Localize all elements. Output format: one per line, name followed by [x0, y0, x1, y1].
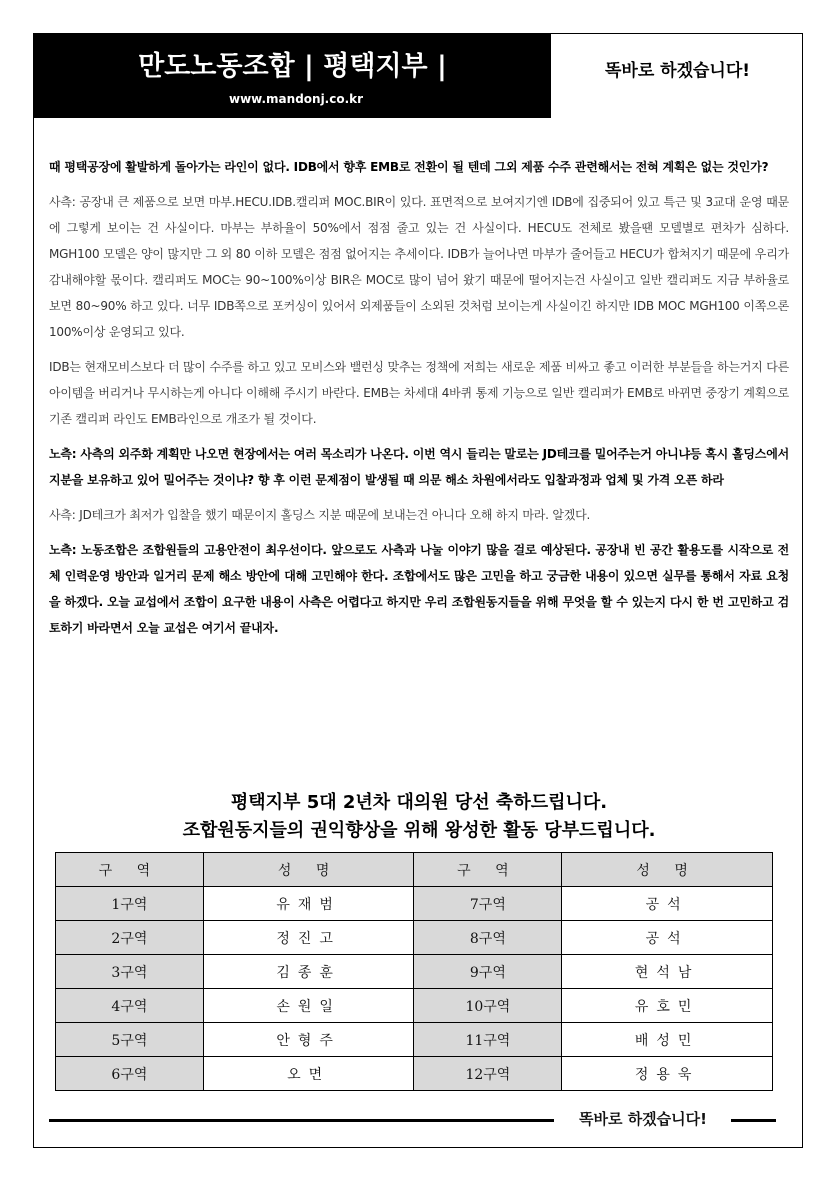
page-frame: [33, 33, 803, 1148]
zone-cell: 3구역: [56, 955, 204, 989]
zone-cell: 9구역: [414, 955, 562, 989]
column-header-name: 성 명: [203, 853, 414, 887]
question-paragraph: 노측: 사측의 외주화 계획만 나오면 현장에서는 여러 목소리가 나온다. 이번 역시 들리는 말로는 JD테크를 밀어주는거 아니냐등 혹시 홀딩스에서 지분을 보유하고 있어 밀어주는 것이냐? 향 후 이런 문제점이 발생될 때 의문 해소 차원에서라도 입찰과정과 업체 및 가격 오픈 하라: [49, 447, 789, 487]
answer-paragraph: 사측: JD테크가 최저가 입찰을 했기 때문이지 홀딩스 지분 때문에 보내는건 아니다 오해 하지 마라. 알겠다.: [49, 508, 591, 522]
footer-rule: [731, 1119, 776, 1122]
table-row: [56, 887, 773, 921]
header-url[interactable]: www.mandonj.co.kr: [229, 92, 364, 106]
name-cell: 현석남: [562, 955, 773, 989]
name-cell: 공석: [562, 921, 773, 955]
header-title: 만도노동조합 | 평택지부 |: [138, 51, 447, 82]
table-row: [56, 1023, 773, 1057]
header: [34, 34, 802, 120]
answer-paragraph: 사측: 공장내 큰 제품으로 보면 마부.HECU.IDB.캘리퍼 MOC.BIR이 있다. 표면적으로 보여지기엔 IDB에 집중되어 있고 특근 및 3교대 운영 때문에 그렇게 보이는 건 사실이다. 마부는 부하율이 50%에서 점점 줄고 있는 건 사실이다. HECU도 전체로 봤을땐 모델별로 편차가 심하다. MGH100 모델은 양이 많지만 그 외 80 이하 모델은 점점 없어지는 추세이다. IDB가 늘어나면 마부가 줄어들고 HECU가 합쳐지기 때문에 우리가 감내해야할 몫이다. 캘리퍼도 MOC는 90~100%이상 BIR은 MOC로 많이 넘어 왔기 때문에 떨어지는건 사실이고 일반 캘리퍼도 지금 부하율로 보면 80~90% 하고 있다. 너무 IDB쪽으로 포커싱이 있어서 외제품들이 소외된 것처럼 보이는게 사실이긴 하지만 IDB MOC MGH100 이쪽으론 100%이상 운영되고 있다.: [49, 195, 789, 339]
table-row: [56, 1057, 773, 1091]
name-cell: 오면: [203, 1057, 414, 1091]
delegate-table: [55, 852, 773, 1091]
name-cell: 공석: [562, 887, 773, 921]
zone-cell: 7구역: [414, 887, 562, 921]
announcement: [34, 789, 804, 845]
zone-cell: 10구역: [414, 989, 562, 1023]
zone-cell: 12구역: [414, 1057, 562, 1091]
column-header-zone: 구 역: [414, 853, 562, 887]
header-slogan: 똑바로 하겠습니다!: [604, 61, 751, 81]
zone-cell: 5구역: [56, 1023, 204, 1057]
question-paragraph: 때 평택공장에 활발하게 돌아가는 라인이 없다. IDB에서 향후 EMB로 전환이 될 텐데 그외 제품 수주 관련해서는 전혀 계획은 없는 것인가?: [49, 160, 769, 174]
name-cell: 김종훈: [203, 955, 414, 989]
table-row: [56, 989, 773, 1023]
announcement-line-1: 평택지부 5대 2년차 대의원 당선 축하드립니다.: [230, 792, 608, 813]
name-cell: 배성민: [562, 1023, 773, 1057]
name-cell: 정진고: [203, 921, 414, 955]
footer-slogan: 똑바로 하겠습니다!: [579, 1110, 707, 1128]
name-cell: 유재범: [203, 887, 414, 921]
table-header-row: [56, 853, 773, 887]
zone-cell: 2구역: [56, 921, 204, 955]
zone-cell: 6구역: [56, 1057, 204, 1091]
zone-cell: 8구역: [414, 921, 562, 955]
name-cell: 손원일: [203, 989, 414, 1023]
zone-cell: 1구역: [56, 887, 204, 921]
announcement-line-2: 조합원동지들의 권익향상을 위해 왕성한 활동 당부드립니다.: [182, 820, 656, 841]
zone-cell: 11구역: [414, 1023, 562, 1057]
name-cell: 유호민: [562, 989, 773, 1023]
footer-rule: [49, 1119, 554, 1122]
answer-paragraph: IDB는 현재모비스보다 더 많이 수주를 하고 있고 모비스와 밸런싱 맞추는 정책에 저희는 새로운 제품 비싸고 좋고 이러한 부분들을 하는거지 다른 아이템을 버리거나 무시하는게 아니다 이해해 주시기 바란다. EMB는 차세대 4바퀴 통제 기능으로 일반 캘리퍼가 EMB로 바뀌면 중장기 계획으로 기존 캘리퍼 라인도 EMB라인으로 개조가 될 것이다.: [49, 360, 789, 426]
question-paragraph: 노측: 노동조합은 조합원들의 고용안전이 최우선이다. 앞으로도 사측과 나눌 이야기 많을 걸로 예상된다. 공장내 빈 공간 활용도를 시작으로 전체 인력운영 방안과 일거리 문제 해소 방안에 대해 고민해야 한다. 조합에서도 많은 고민을 하고 궁금한 내용이 있으면 실무를 통해서 자료 요청을 하겠다. 오늘 교섭에서 조합이 요구한 내용이 사측은 어렵다고 하지만 우리 조합원동지들을 위해 무엇을 할 수 있는지 다시 한 번 고민하고 검토하기 바라면서 오늘 교섭은 여기서 끝내자.: [49, 543, 789, 635]
table-row: [56, 921, 773, 955]
article-body: [49, 154, 789, 650]
name-cell: 정용욱: [562, 1057, 773, 1091]
column-header-name: 성 명: [562, 853, 773, 887]
name-cell: 안형주: [203, 1023, 414, 1057]
column-header-zone: 구 역: [56, 853, 204, 887]
table-row: [56, 955, 773, 989]
zone-cell: 4구역: [56, 989, 204, 1023]
